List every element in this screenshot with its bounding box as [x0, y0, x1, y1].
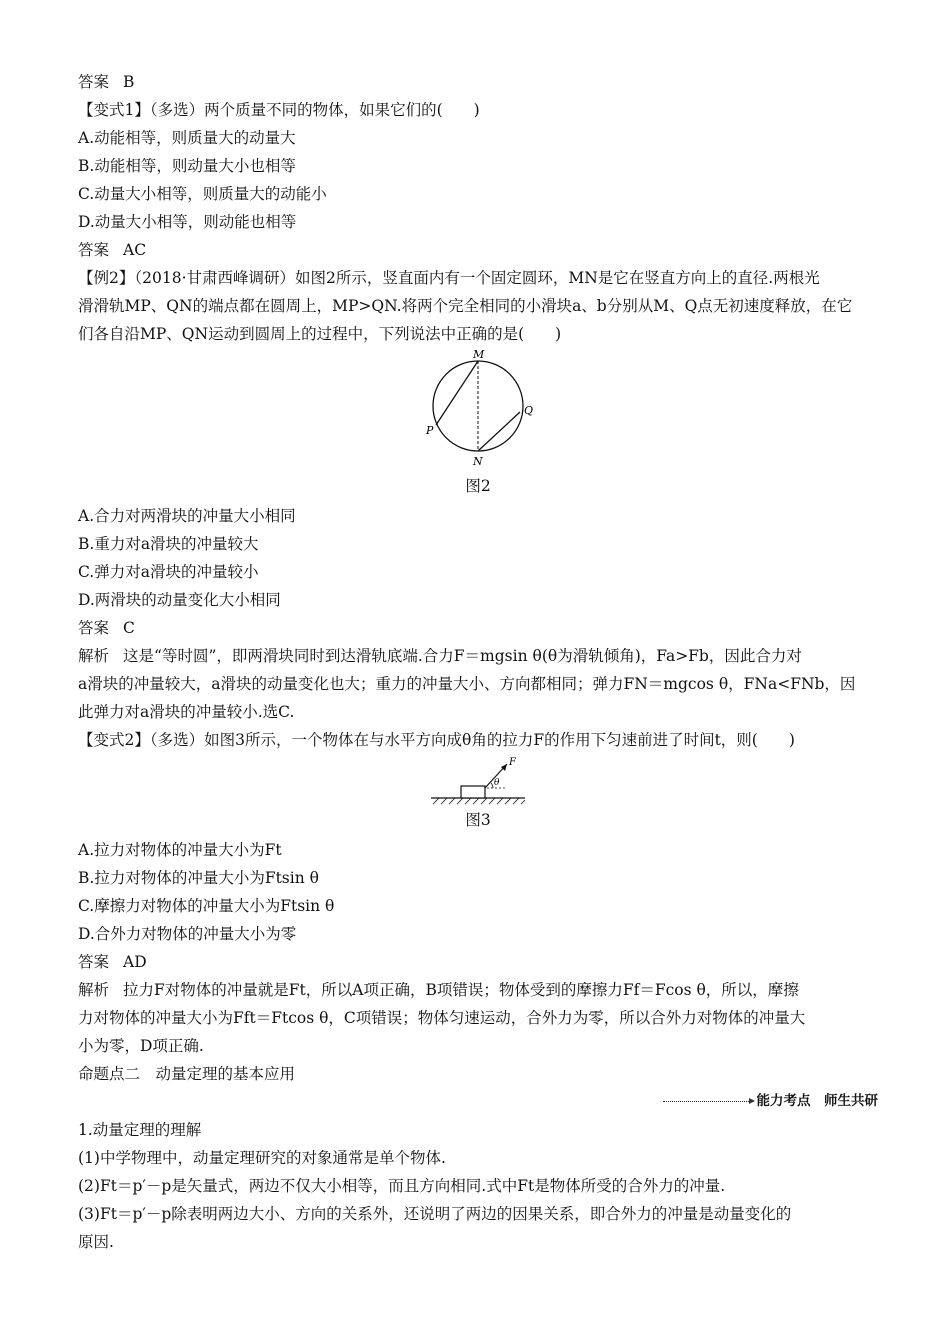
- variant2-answer: 答案 AD: [78, 953, 147, 971]
- example2-analysis-l1: 解析 这是“等时圆”，即两滑块同时到达滑轨底端.合力F＝mgsin θ(θ为滑轨倾角)，Fa>Fb，因此合力对: [78, 647, 802, 665]
- example2-analysis-l3: 此弹力对a滑块的冲量较小.选C.: [78, 703, 295, 721]
- example2-line1: 【例2】（2018·甘肃西峰调研）如图2所示，竖直面内有一个固定圆环，MN是它在竖直方向上的直径.两根光: [78, 269, 820, 287]
- variant2-option-c: C.摩擦力对物体的冲量大小为Ftsin θ: [78, 897, 335, 915]
- variant2-option-d: D.合外力对物体的冲量大小为零: [78, 925, 297, 943]
- label-p: P: [426, 424, 434, 437]
- dotted-arrow-icon: [663, 1101, 753, 1102]
- variant1-question: 【变式1】（多选）两个质量不同的物体，如果它们的( ): [78, 101, 480, 119]
- variant2-analysis-l3: 小为零，D项正确.: [78, 1037, 204, 1055]
- variant2-analysis-l1: 解析 拉力F对物体的冲量就是Ft，所以A项正确，B项错误；物体受到的摩擦力Ff＝Fcos θ，所以，摩擦: [78, 981, 799, 999]
- variant2-option-b: B.拉力对物体的冲量大小为Ftsin θ: [78, 869, 319, 887]
- example2-option-a: A.合力对两滑块的冲量大小相同: [78, 507, 296, 525]
- block-diagram: [423, 754, 533, 808]
- figure-2-caption: 图2: [465, 477, 491, 495]
- answer-line: 答案 B: [78, 73, 135, 91]
- example2-option-d: D.两滑块的动量变化大小相同: [78, 591, 281, 609]
- example2-option-c: C.弹力对a滑块的冲量较小: [78, 563, 259, 581]
- label-n: N: [473, 455, 483, 468]
- label-q: Q: [524, 404, 534, 417]
- variant1-option-d: D.动量大小相等，则动能也相等: [78, 213, 297, 231]
- variant1-option-a: A.动能相等，则质量大的动量大: [78, 129, 296, 147]
- example2-answer: 答案 C: [78, 619, 135, 637]
- point-1: (1)中学物理中，动量定理研究的对象通常是单个物体.: [78, 1149, 446, 1167]
- point-3-l2: 原因.: [78, 1233, 114, 1251]
- subsection-heading: 1.动量定理的理解: [78, 1121, 202, 1139]
- section-title: 命题点二 动量定理的基本应用: [78, 1065, 296, 1083]
- example2-line3: 们各自沿MP、QN运动到圆周上的过程中，下列说法中正确的是( ): [78, 325, 562, 343]
- point-3-l1: (3)Ft＝p′－p除表明两边大小、方向的关系外，还说明了两边的因果关系，即合外力的冲量是动量变化的: [78, 1205, 792, 1223]
- variant1-answer: 答案 AC: [78, 241, 147, 259]
- section-tagline: 能力考点 师生共研: [78, 1090, 878, 1112]
- example2-line2: 滑滑轨MP、QN的端点都在圆周上，MP>QN.将两个完全相同的小滑块a、b分别从M、Q点无初速度释放，在它: [78, 297, 853, 315]
- example2-option-b: B.重力对a滑块的冲量较大: [78, 535, 259, 553]
- variant2-analysis-l2: 力对物体的冲量大小为Fft＝Ftcos θ，C项错误；物体匀速运动，合外力为零，所以合外力对物体的冲量大: [78, 1009, 806, 1027]
- label-theta: θ: [494, 778, 500, 788]
- figure-3-caption: 图3: [465, 811, 491, 829]
- variant2-option-a: A.拉力对物体的冲量大小为Ft: [78, 841, 282, 859]
- document-page: [78, 68, 878, 1256]
- label-m: M: [473, 348, 485, 361]
- figure-3: [78, 754, 878, 808]
- variant1-option-c: C.动量大小相等，则质量大的动能小: [78, 185, 327, 203]
- label-f: F: [509, 757, 516, 768]
- example2-analysis-l2: a滑块的冲量较大，a滑块的动量变化也大；重力的冲量大小、方向都相同；弹力FN＝mgcos θ，FNa<FNb，因: [78, 675, 856, 693]
- circle-diagram: [413, 348, 543, 474]
- variant1-option-b: B.动能相等，则动量大小也相等: [78, 157, 296, 175]
- point-2: (2)Ft＝p′－p是矢量式，两边不仅大小相等，而且方向相同.式中Ft是物体所受的合外力的冲量.: [78, 1177, 726, 1195]
- variant2-question: 【变式2】（多选）如图3所示，一个物体在与水平方向成θ角的拉力F的作用下匀速前进了时间t，则( ): [78, 731, 795, 749]
- figure-2: [78, 348, 878, 474]
